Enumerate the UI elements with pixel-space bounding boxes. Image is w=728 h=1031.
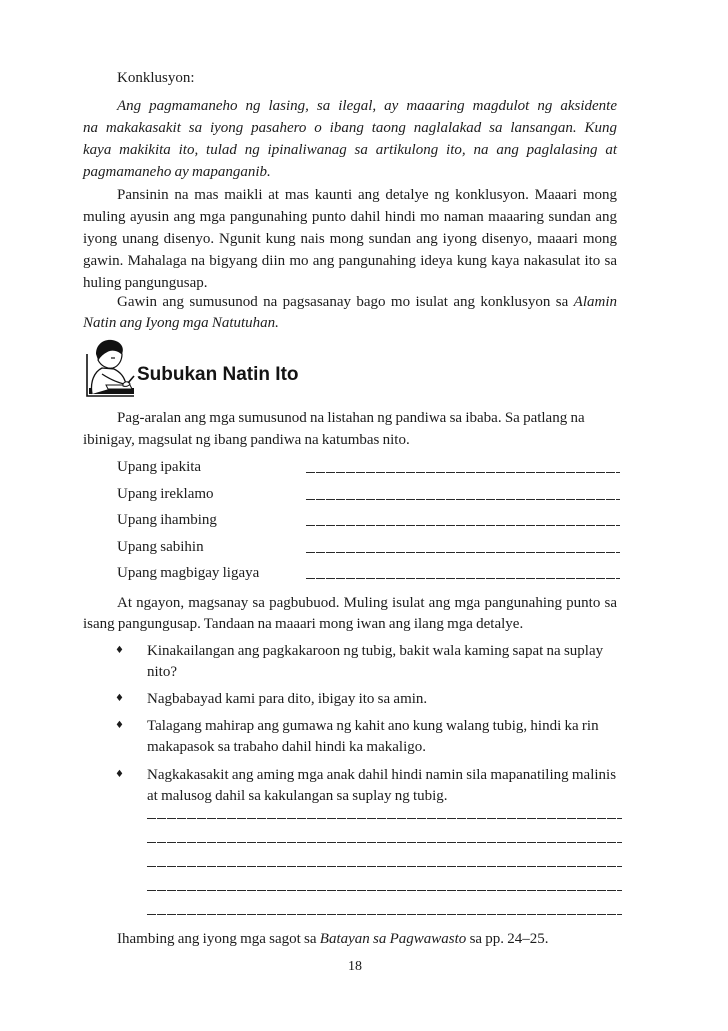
verb-item: Upang magbigay ligaya (117, 565, 260, 581)
practice-note-line (117, 291, 617, 313)
statement-line: Nagbabayad kami para dito, ibigay ito sa amin. (147, 691, 428, 707)
verb-item: Upang ihambing (117, 512, 217, 528)
explanation-line: muling ayusin ang mga pangunahing punto dahil hindi mo naman maaaring sundan ang (83, 209, 617, 225)
conclusion-label: Konklusyon: (117, 70, 195, 86)
verb-answer-blank (306, 499, 620, 500)
statement-line: nito? (147, 664, 177, 680)
page-number: 18 (348, 959, 362, 974)
verb-item: Upang sabihin (117, 539, 204, 555)
answer-key-reference: Batayan sa Pagwawasto (319, 931, 467, 947)
summary-instruction-line: At ngayon, magsanay sa pagbubuod. Muling isulat ang mga pangunahing punto sa (117, 595, 617, 611)
verb-item: Upang ireklamo (117, 486, 214, 502)
activity-instruction-line: ibinigay, magsulat ng ibang pandiwa na katumbas nito. (83, 432, 410, 448)
answer-key-pages: sa pp. 24–25. (469, 931, 549, 947)
answer-line (147, 866, 622, 867)
verb-answer-blank (306, 578, 620, 579)
activity-title: Subukan Natin Ito (137, 364, 299, 385)
answer-key-note-text: Ihambing ang iyong mga sagot sa (117, 931, 317, 947)
verb-answer-blank (306, 525, 620, 526)
activity-instruction-line: Pag-aralan ang mga sumusunod na listahan ng pandiwa sa ibaba. Sa patlang na (117, 410, 585, 426)
practice-note-text: Gawin ang sumusunod na pagsasanay bago mo isulat ang konklusyon sa (117, 294, 569, 310)
answer-line (147, 914, 622, 915)
answer-key-note (117, 928, 617, 950)
conclusion-example-line: kaya makikita ito, tulad ng ipinaliwanag sa artikulong ito, na ang paglalasing at (83, 142, 617, 158)
explanation-line: Pansinin na mas maikli at mas kaunti ang detalye ng konklusyon. Maaari mong (117, 187, 617, 203)
diamond-bullet-icon: ♦ (115, 693, 124, 704)
answer-line (147, 890, 622, 891)
summary-instruction-line: isang pangungusap. Tandaan na maaari mong iwan ang ilang mga detalye. (83, 616, 524, 632)
statement-line: makapasok sa trabaho dahil hindi ka makaligo. (147, 739, 427, 755)
explanation-line: huling pangungusap. (83, 275, 208, 291)
explanation-line: iyong unang disenyo. Ngunit kung nais mong sundan ang iyong disenyo, maaari mong (83, 231, 617, 247)
diamond-bullet-icon: ♦ (115, 645, 124, 656)
section-reference-part2: Natin ang Iyong mga Natutuhan. (83, 315, 279, 331)
student-writing-illustration (84, 338, 138, 400)
verb-answer-blank (306, 552, 620, 553)
verb-item: Upang ipakita (117, 459, 202, 475)
student-writing-icon (84, 338, 138, 400)
statement-line: Kinakailangan ang pagkakaroon ng tubig, bakit wala kaming sapat na suplay (147, 643, 604, 659)
statement-line: Talagang mahirap ang gumawa ng kahit ano kung walang tubig, hindi ka rin (147, 718, 599, 734)
explanation-line: gawin. Mahalaga na bigyang diin mo ang pangunahing ideya kung kaya nakasulat ito sa (83, 253, 617, 269)
statement-line: at malusog dahil sa kakulangan sa suplay ng tubig. (147, 788, 448, 804)
diamond-bullet-icon: ♦ (115, 769, 124, 780)
answer-line (147, 842, 622, 843)
diamond-bullet-icon: ♦ (115, 720, 124, 731)
section-reference-part1: Alamin (573, 294, 618, 310)
answer-line (147, 818, 622, 819)
verb-answer-blank (306, 472, 620, 473)
conclusion-example-line: Ang pagmamaneho ng lasing, sa ilegal, ay maaaring magdulot ng aksidente (117, 98, 617, 114)
icon-pen (128, 376, 134, 383)
conclusion-example-line: pagmamaneho ay mapanganib. (83, 164, 271, 180)
statement-line: Nagkakasakit ang aming mga anak dahil hindi namin sila mapanatiling malinis (147, 767, 617, 783)
conclusion-example-line: na makakasakit sa iyong pasahero o ibang taong naglalakad sa lansangan. Kung (83, 120, 617, 136)
